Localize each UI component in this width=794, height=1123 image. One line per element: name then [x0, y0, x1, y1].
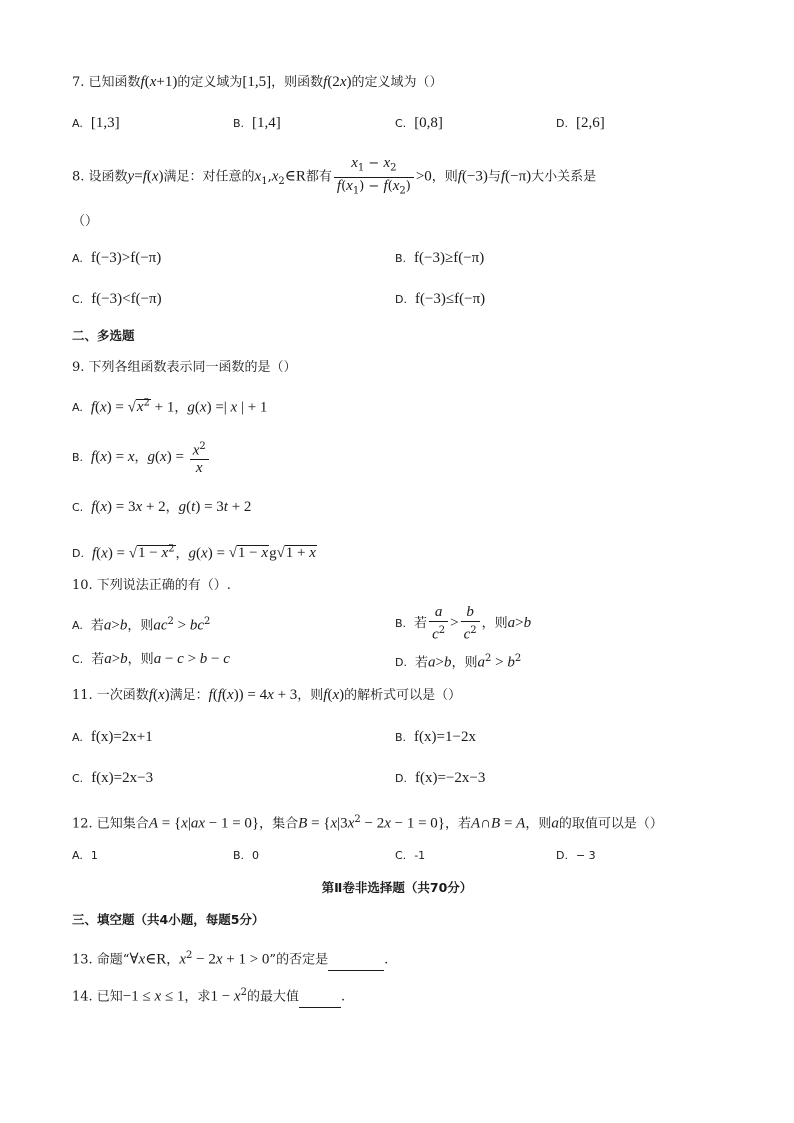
q12-option-b[interactable]: B. 0 — [233, 849, 260, 862]
q9-option-a[interactable]: A. $f(x) = √x^2 + 1$，g(x) =| x | + 1 — [72, 398, 268, 416]
q10-option-d[interactable]: D. 若a>b，则$a^2 > b^2$ — [395, 653, 522, 671]
q13-stem: 13. 命题“∀x∈R，$x^2 - 2x + 1 > 0$”的否定是 . — [72, 946, 388, 971]
q8-option-d[interactable]: D. f(−3)≤f(−π) — [395, 291, 486, 307]
q7-option-d[interactable]: D. [2,6] — [556, 115, 605, 131]
q11-option-c[interactable]: C. f(x)=2x−3 — [72, 770, 154, 786]
q14-answer-blank[interactable] — [299, 987, 341, 1008]
q7-option-a[interactable]: A. [1,3] — [72, 115, 120, 131]
q11-option-a[interactable]: A. f(x)=2x+1 — [72, 729, 153, 745]
q11-stem: 11. 一次函数f(x)满足：f(f(x)) = 4x + 3，则f(x)的解析式可以是（） — [72, 687, 462, 703]
q12-option-d[interactable]: D. − 3 — [556, 849, 596, 862]
q9-stem: 9. 下列各组函数表示同一函数的是（） — [72, 360, 297, 375]
q9-option-d[interactable]: D. $f(x) = √1 - x^2$，g(x) = √1 − xg√1 + x — [72, 544, 316, 562]
q12-option-a[interactable]: A. 1 — [72, 849, 98, 862]
q11-option-d[interactable]: D. f(x)=−2x−3 — [395, 770, 486, 786]
q9-option-c[interactable]: C. f(x) = 3x + 2，g(t) = 3t + 2 — [72, 499, 252, 515]
section-multiple-choice: 二、多选题 — [72, 328, 135, 343]
q8-option-a[interactable]: A. f(−3)>f(−π) — [72, 250, 162, 266]
q7-option-c[interactable]: C. [0,8] — [395, 115, 443, 131]
q11-option-b[interactable]: B. f(x)=1−2x — [395, 729, 476, 745]
q10-option-b[interactable]: B. 若 $\frac{a}{c^2}$ > $\frac{b}{c^2}$ ，则a>b — [395, 604, 532, 643]
q13-answer-blank[interactable] — [328, 950, 384, 971]
q9-option-b[interactable]: B. f(x) = x，g(x) = $\frac{x^2}{x}$ — [72, 438, 211, 477]
q8-stem-end: （） — [72, 214, 99, 229]
q12-stem: 12. 已知集合A = {x|ax − 1 = 0}，集合$B = \{x|3x^2 - 2x - 1 = 0\}$，若A∩B = A，则a的取值可以是（） — [72, 814, 663, 832]
part-two-title: 第Ⅱ卷非选择题（共70分） — [321, 880, 473, 895]
q12-option-c[interactable]: C. -1 — [395, 849, 426, 862]
q10-option-a[interactable]: A. 若a>b，则$ac^2 > bc^2$ — [72, 616, 211, 634]
q10-stem: 10. 下列说法正确的有（）. — [72, 578, 231, 593]
q7-option-b[interactable]: B. [1,4] — [233, 115, 281, 131]
q8-option-c[interactable]: C. f(−3)<f(−π) — [72, 291, 162, 307]
q7-stem: 7. 已知函数f(x+1)的定义域为[1,5]，则函数f(2x)的定义域为（） — [72, 74, 443, 90]
section-fill-in-blank: 三、填空题（共4小题，每题5分） — [72, 912, 265, 927]
q14-stem: 14. 已知−1 ≤ x ≤ 1，求$1 - x^2$的最大值 . — [72, 983, 345, 1008]
q10-option-c[interactable]: C. 若a>b，则a − c > b − c — [72, 651, 230, 667]
q8-option-b[interactable]: B. f(−3)≥f(−π) — [395, 250, 485, 266]
q8-stem: 8. 设函数y=f(x)满足：对任意的$x_1,x_2\in R$都有 $\frac{x_1 - x_2}{f(x_1) - f(x_2)}$ >0，则f(−3)与f(−π)大小关系是 — [72, 155, 597, 197]
